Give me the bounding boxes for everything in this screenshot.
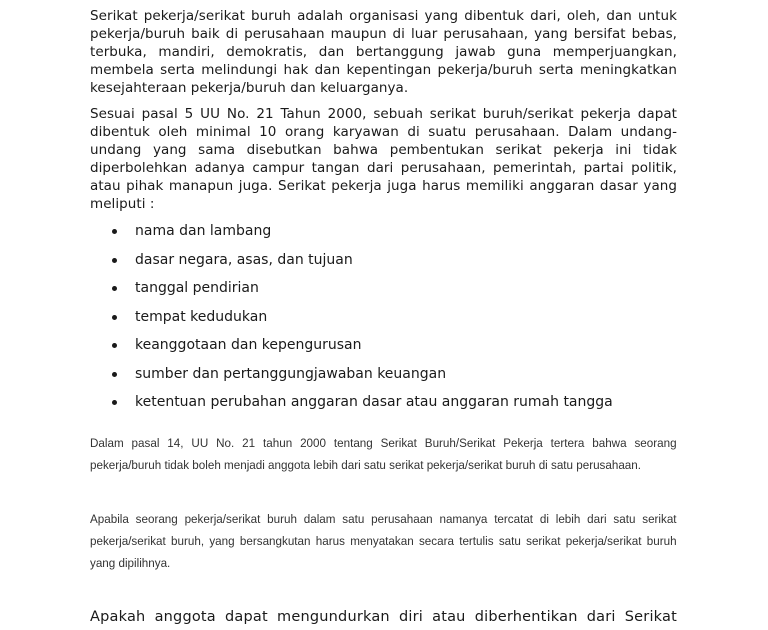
list-item-text: dasar negara, asas, dan tujuan	[135, 251, 353, 268]
bullet-icon	[112, 286, 117, 291]
list-item	[90, 390, 677, 419]
list-item-text: tanggal pendirian	[135, 280, 259, 296]
paragraph-question: Apakah anggota dapat mengundurkan diri atau diberhentikan dari Serikat	[90, 609, 677, 625]
paragraph-multiple-membership: Apabila seorang pekerja/serikat buruh dalam satu perusahaan namanya tercatat di lebih dari satu serikat pekerja/serikat buruh, yang bersangkutan harus menyatakan secara tertulis satu serikat pekerja/serikat buruh yang dipilihnya.	[90, 512, 677, 570]
paragraph-pasal-14: Dalam pasal 14, UU No. 21 tahun 2000 tentang Serikat Buruh/Serikat Pekerja tertera bahwa seorang pekerja/buruh tidak boleh menjadi anggota lebih dari satu serikat pekerja/serikat buruh di satu perusahaan.	[90, 436, 677, 472]
list-item	[90, 362, 677, 391]
list-item-text: nama dan lambang	[135, 223, 272, 239]
list-item	[90, 305, 677, 334]
paragraph-definition: Serikat pekerja/serikat buruh adalah organisasi yang dibentuk dari, oleh, dan untuk pekerja/buruh baik di perusahaan maupun di luar perusahaan, yang bersifat bebas, terbuka, mandiri, demokratis, dan bertanggung jawab guna memperjuangkan, membela serta melindungi hak dan kepentingan pekerja/buruh serta meningkatkan kesejahteraan pekerja/buruh dan keluarganya.	[90, 8, 677, 96]
list-item-text: keanggotaan dan kepengurusan	[135, 337, 362, 353]
list-item	[90, 333, 677, 362]
paragraph-pasal-5: Sesuai pasal 5 UU No. 21 Tahun 2000, sebuah serikat buruh/serikat pekerja dapat dibentuk oleh minimal 10 orang karyawan di suatu perusahaan. Dalam undang-undang yang sama disebutkan bahwa pembentukan serikat pekerja ini tidak diperbolehkan adanya campur tangan dari perusahaan, pemerintah, partai politik, atau pihak manapun juga. Serikat pekerja juga harus memiliki anggaran dasar yang meliputi :	[90, 106, 677, 212]
bullet-icon	[112, 258, 117, 263]
bullet-icon	[112, 372, 117, 377]
bullet-icon	[112, 400, 117, 405]
bullet-icon	[112, 315, 117, 320]
list-item	[90, 248, 677, 277]
bullet-list	[90, 219, 677, 419]
list-item	[90, 276, 677, 305]
bullet-icon	[112, 229, 117, 234]
list-item-text: ketentuan perubahan anggaran dasar atau anggaran rumah tangga	[135, 394, 613, 410]
document-page	[90, 0, 677, 630]
list-item-text: sumber dan pertanggungjawaban keuangan	[135, 365, 447, 382]
list-item	[90, 219, 677, 248]
bullet-icon	[112, 343, 117, 348]
list-item-text: tempat kedudukan	[135, 308, 268, 325]
